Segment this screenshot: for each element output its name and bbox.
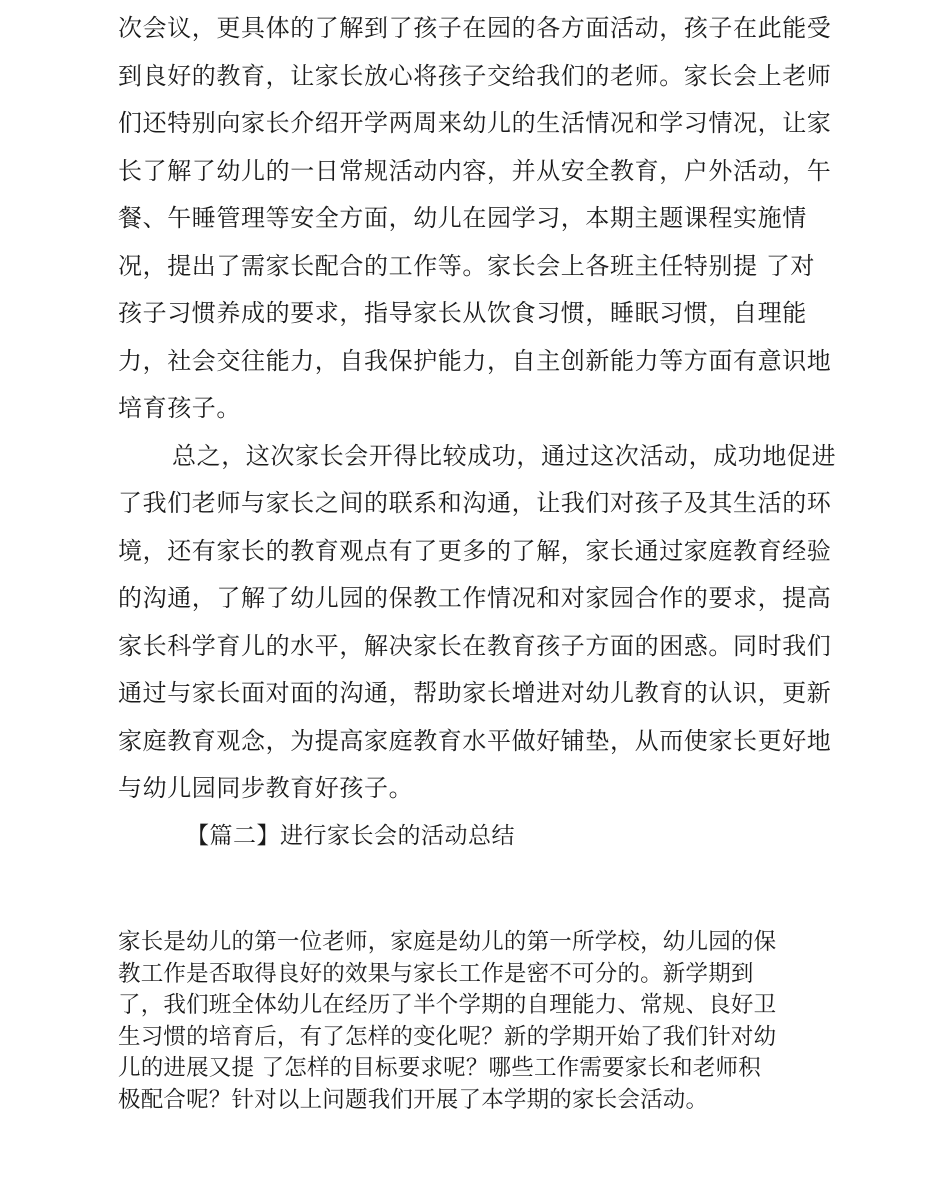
text-line: 了，我们班全体幼儿在经历了半个学期的自理能力、常规、良好卫 [118,992,777,1018]
text-line: 长了解了幼儿的一日常规活动内容，并从安全教育，户外活动，午 [118,157,832,185]
text-line: 们还特别向家长介绍开学两周来幼儿的生活情况和学习情况，让家 [118,109,832,137]
text-line: 了我们老师与家长之间的联系和沟通，让我们对孩子及其生活的环 [118,489,832,517]
text-line: 次会议，更具体的了解到了孩子在园的各方面活动，孩子在此能受 [118,14,832,42]
text-line: 家庭教育观念，为提高家庭教育水平做好铺垫，从而使家长更好地 [118,727,832,755]
text-line: 与幼儿园同步教育好孩子。 [118,774,414,802]
text-line: 极配合呢？针对以上问题我们开展了本学期的家长会活动。 [118,1087,709,1113]
text-line: 通过与家长面对面的沟通，帮助家长增进对幼儿教育的认识，更新 [118,679,832,707]
text-line: 儿的进展又提 了怎样的目标要求呢？哪些工作需要家长和老师积 [118,1055,761,1081]
text-line: 教工作是否取得良好的效果与家长工作是密不可分的。新学期到 [118,961,754,987]
text-line: 餐、午睡管理等安全方面，幼儿在园学习，本期主题课程实施情 [118,204,807,232]
text-line: 力，社会交往能力，自我保护能力，自主创新能力等方面有意识地 [118,347,832,375]
text-line: 总之，这次家长会开得比较成功，通过这次活动，成功地促进 [172,442,837,470]
text-line: 培育孩子。 [118,394,241,422]
text-line: 境，还有家长的教育观点有了更多的了解，家长通过家庭教育经验 [118,537,832,565]
text-line: 家长是幼儿的第一位老师，家庭是幼儿的第一所学校，幼儿园的保 [118,929,777,955]
text-line: 到良好的教育，让家长放心将孩子交给我们的老师。家长会上老师 [118,62,832,90]
text-line: 况，提出了需家长配合的工作等。家长会上各班主任特别提 了对 [118,252,816,280]
text-line: 家长科学育儿的水平，解决家长在教育孩子方面的困惑。同时我们 [118,632,832,660]
text-line: 的沟通，了解了幼儿园的保教工作情况和对家园合作的要求，提高 [118,584,832,612]
text-line: 孩子习惯养成的要求，指导家长从饮食习惯，睡眠习惯，自理能 [118,299,807,327]
text-line: 生习惯的培育后，有了怎样的变化呢？新的学期开始了我们针对幼 [118,1024,777,1050]
section-heading: 【篇二】进行家长会的活动总结 [186,823,515,849]
